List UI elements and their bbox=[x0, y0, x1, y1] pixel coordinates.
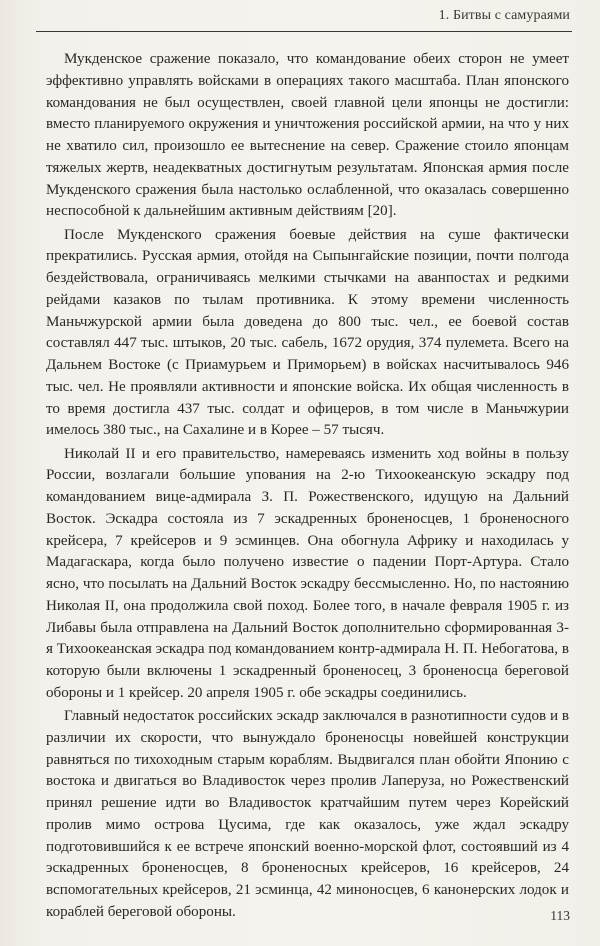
running-title: 1. Битвы с самураями bbox=[438, 8, 570, 23]
paragraph: После Мукденского сражения боевые действия на суше фактически прекратились. Русская армия, отойдя на Сыпынгайские позиции, почти полгода бездействовала, ограничиваясь мелкими стычками на аванпостах и редкими рейдами казаков по тылам противника. К этому времени численность Маньчжурской армии была доведена до 800 тыс. чел., ее боевой состав составлял 447 тыс. штыков, 20 тыс. сабель, 1672 орудия, 374 пулемета. Всего на Дальнем Востоке (с Приамурьем и Приморьем) в войсках насчитывалось 946 тыс. чел. Не проявляли активности и японские войска. Их общая численность в то время достигла 437 тыс. солдат и офицеров, в том числе в Маньчжурии имелось 380 тыс., на Сахалине и в Корее – 57 тысяч. bbox=[46, 226, 569, 439]
paragraph: Мукденское сражение показало, что командование обеих сторон не умеет эффективно управлять войсками в операциях такого масштаба. План японского командования не был осуществлен, своей главной цели японцы не достигли: вместо планируемого окружения и уничтожения российской армии, на что у них не хватило сил, произошло ее вытеснение на север. Сражение стоило японцам тяжелых жертв, неадекватных достигнутым результатам. Японская армия после Мукденского сражения была настолько ослабленной, что оказалась совершенно неспособной к дальнейшим активным действиям [20]. bbox=[46, 51, 569, 220]
paragraph: Николай II и его правительство, намереваясь изменить ход войны в пользу России, возлагали большие упования на 2-ю Тихоокеанскую эскадру под командованием вице-адмирала З. П. Рожественского, идущую на Дальний Восток. Эскадра состояла из 7 эскадренных броненосцев, 1 броненосного крейсера, 7 крейсеров и 9 эсминцев. Она обогнула Африку и находилась у Мадагаскара, когда было получено известие о падении Порт-Артура. Стало ясно, что посылать на Дальний Восток эскадру бессмысленно. Но, по настоянию Николая II, она продолжила свой поход. Более того, в начале февраля 1905 г. из Либавы была отправлена на Дальний Восток дополнительно сформированная 3-я Тихоокеанская эскадра под командованием контр-адмирала Н. П. Небогатова, в которую были включены 1 эскадренный броненосец, 3 броненосца береговой обороны и 1 крейсер. 20 апреля 1905 г. обе эскадры соединились. bbox=[46, 445, 569, 701]
page-number: 113 bbox=[550, 908, 570, 923]
paragraph: Главный недостаток российских эскадр заключался в разнотипности судов и в различии их скорости, что вынуждало броненосцы новейшей конструкции равняться по тихоходным старым кораблям. Выдвигался план обойти Японию с востока и двигаться во Владивосток через пролив Лаперуза, но Рожественский принял решение идти во Владивосток кратчайшим путем через Корейский пролив мимо острова Цусима, где как оказалось, уже ждал эскадру подготовившийся к ее встрече японский военно-морской флот, состоявший из 4 эскадренных броненосцев, 8 броненосных крейсеров, 16 крейсеров, 24 вспомогательных крейсеров, 21 эсминца, 42 миноносцев, 6 канонерских лодок и кораблей береговой обороны. bbox=[46, 708, 569, 920]
body-text bbox=[46, 49, 569, 924]
running-header bbox=[0, 0, 600, 32]
header-rule bbox=[36, 31, 572, 32]
